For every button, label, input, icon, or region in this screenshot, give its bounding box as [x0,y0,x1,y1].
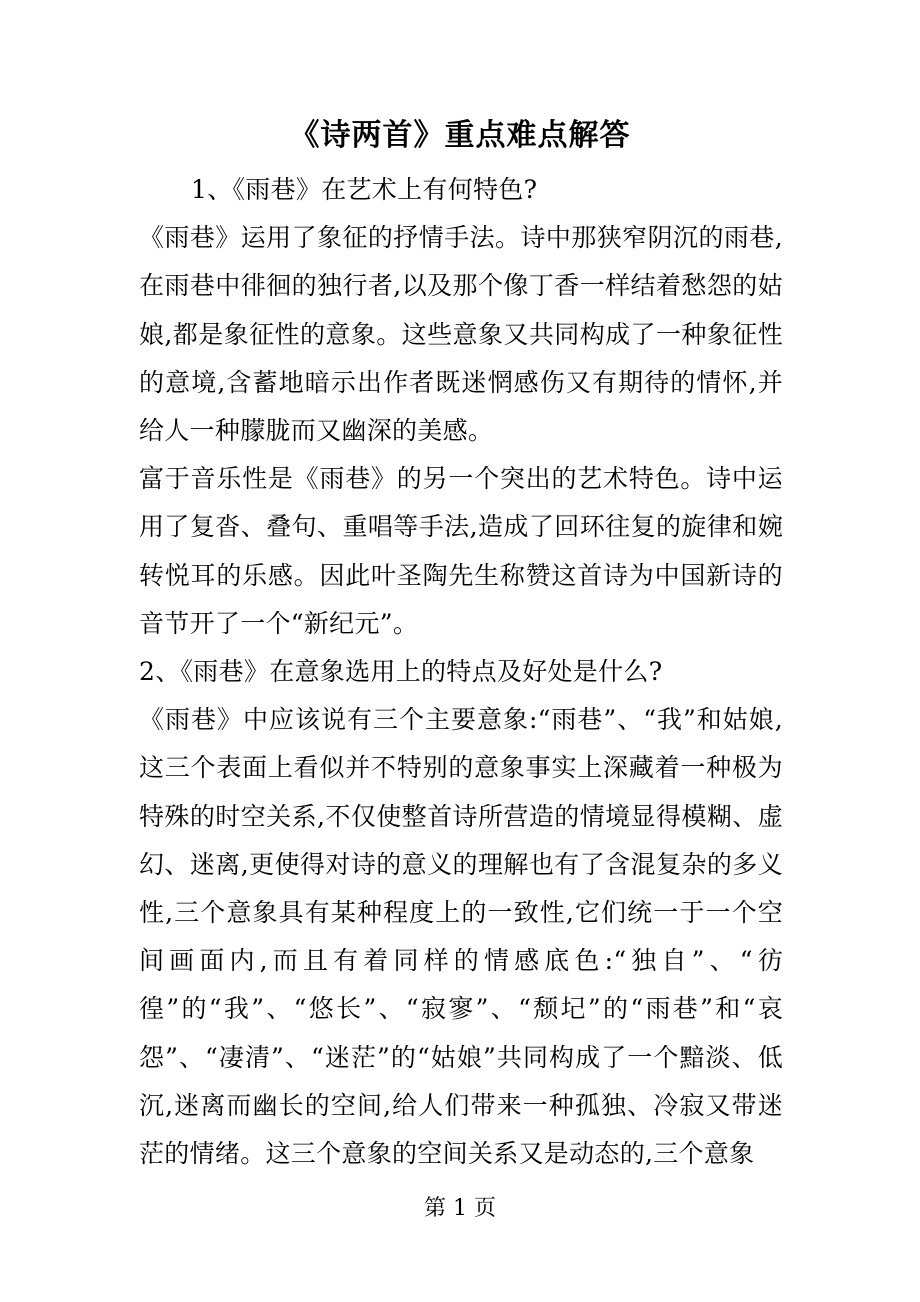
document-body [139,166,783,1178]
answer-2-paragraph-1: 《雨巷》中应该说有三个主要意象:“雨巷”、“我”和姑娘,这三个表面上看似并不特别的意象事实上深藏着一种极为特殊的时空关系,不仅使整首诗所营造的情境显得模糊、虚幻、迷离,更使得对诗的意义的理解也有了含混复杂的多义性,三个意象具有某种程度上的一致性,它们统一于一个空间画面内,而且有着同样的情感底色:“独自”、“彷徨”的“我”、“悠长”、“寂寥”、“颓圮”的“雨巷”和“哀怨”、“凄清”、“迷茫”的“姑娘”共同构成了一个黯淡、低沉,迷离而幽长的空间,给人们带来一种孤独、冷寂又带迷茫的情绪。这三个意象的空间关系又是动态的,三个意象 [139,705,783,1169]
page-title: 《诗两首》重点难点解答 [289,118,631,153]
question-1-heading: 1、《雨巷》在艺术上有何特色? [191,175,538,204]
answer-1-paragraph-1: 《雨巷》运用了象征的抒情手法。诗中那狭窄阴沉的雨巷,在雨巷中徘徊的独行者,以及那个像丁香一样结着愁怨的姑娘,都是象征性的意象。这些意象又共同构成了一种象征性的意境,含蓄地暗示出作者既迷惘感伤又有期待的情怀,并给人一种朦胧而又幽深的美感。 [139,223,783,446]
answer-1-paragraph-2: 富于音乐性是《雨巷》的另一个突出的艺术特色。诗中运用了复沓、叠句、重唱等手法,造成了回环往复的旋律和婉转悦耳的乐感。因此叶圣陶先生称赞这首诗为中国新诗的音节开了一个“新纪元”。 [139,464,783,638]
page-number: 第 1 页 [424,1196,496,1221]
question-2-heading: 2、《雨巷》在意象选用上的特点及好处是什么? [139,657,663,687]
